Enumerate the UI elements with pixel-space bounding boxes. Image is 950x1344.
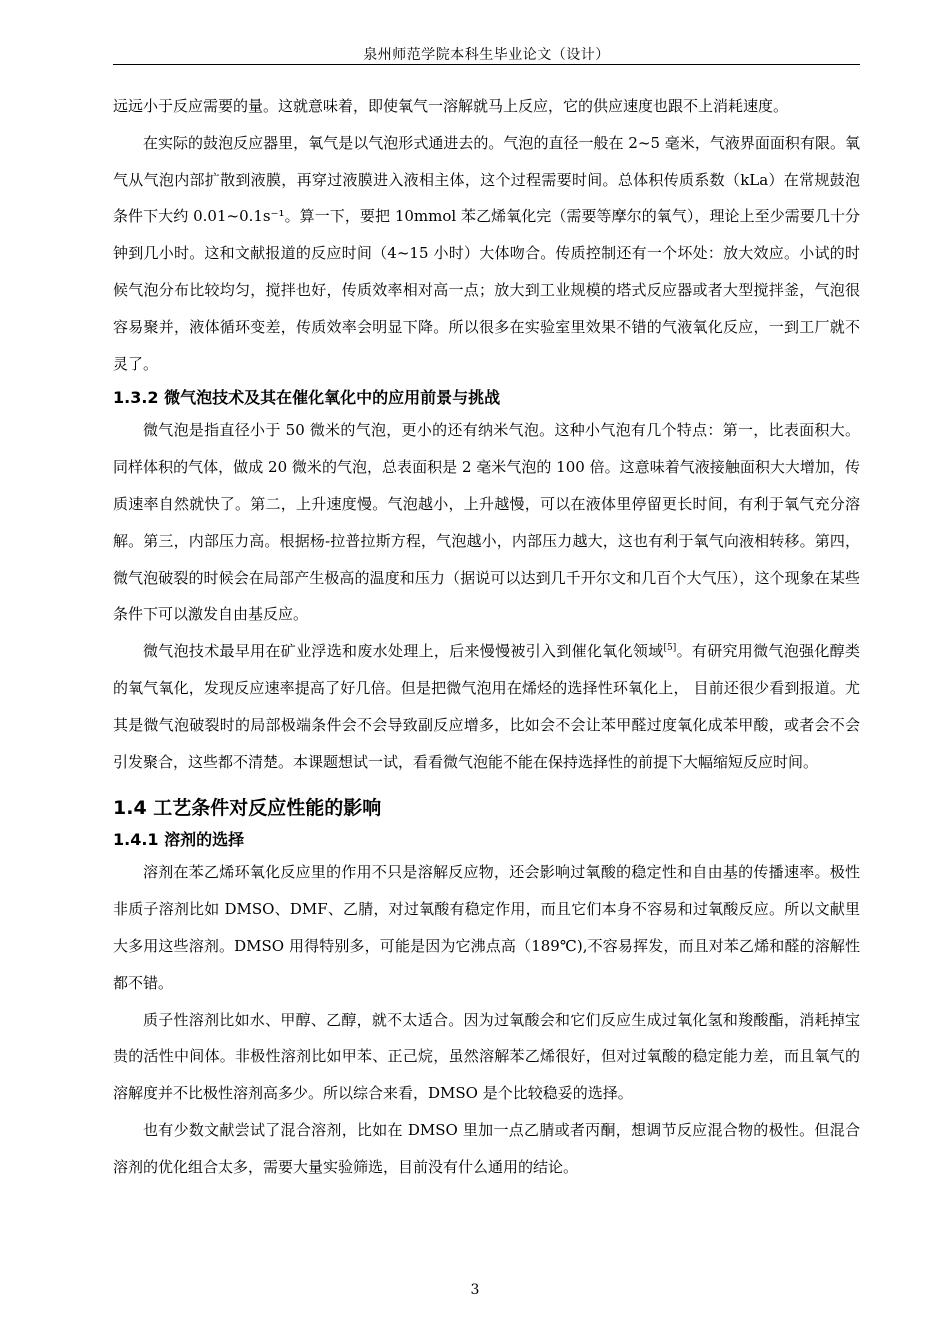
paragraph-microbubble-features: 微气泡是指直径小于 50 微米的气泡，更小的还有纳米气泡。这种小气泡有几个特点：第一，比表面积大。同样体积的气体，做成 20 微米的气泡，总表面积是 2 毫米气泡的 100 倍。这意味着气液接触面积大大增加，传质速率自然就快了。第二，上升速度慢。气泡越小，上升越慢，可以在液体里停留更长时间，有利于氧气充分溶解。第三，内部压力高。根据杨-拉普拉斯方程，气泡越小，内部压力越大，这也有利于氧气向液相转移。第四，微气泡破裂的时候会在局部产生极高的温度和压力（据说可以达到几千开尔文和几百个大气压），这个现象在某些条件下可以激发自由基反应。 — [113, 421, 860, 624]
section-heading-1-3-2: 1.3.2 微气泡技术及其在催化氧化中的应用前景与挑战 — [113, 388, 501, 408]
citation-ref[interactable]: [5] — [663, 643, 677, 654]
paragraph-continued: 远远小于反应需要的量。这就意味着，即使氧气一溶解就马上反应，它的供应速度也跟不上消耗速度。 — [113, 97, 789, 115]
header-rule — [113, 64, 860, 65]
section-heading-1-4: 1.4 工艺条件对反应性能的影响 — [113, 797, 382, 820]
paragraph-solvent-aprotic: 溶剂在苯乙烯环氧化反应里的作用不只是溶解反应物，还会影响过氧酸的稳定性和自由基的传播速率。极性非质子溶剂比如 DMSO、DMF、乙腈，对过氧酸有稳定作用，而且它们本身不容易和过氧酸反应。所以文献里大多用这些溶剂。DMSO 用得特别多，可能是因为它沸点高（189℃),不容易挥发，而且对苯乙烯和醛的溶解性都不错。 — [113, 863, 860, 992]
paragraph-text-part: 。有研究用微气泡强化醇类的氧气氧化，发现反应速率提高了好几倍。但是把微气泡用在烯烃的选择性环氧化上， 目前还很少看到报道。尤其是微气泡破裂时的局部极端条件会不会导致副反应增多，比如会不会让苯甲醛过度氧化成苯甲酸，或者会不会引发聚合，这些都不清楚。本课题想试一试，看看微气泡能不能在保持选择性的前提下大幅缩短反应时间。 — [113, 642, 860, 771]
paragraph-mass-transfer: 在实际的鼓泡反应器里，氧气是以气泡形式通进去的。气泡的直径一般在 2~5 毫米，气液界面面积有限。氧气从气泡内部扩散到液膜，再穿过液膜进入液相主体，这个过程需要时间。总体积传质系数（kLa）在常规鼓泡条件下大约 0.01~0.1s⁻¹。算一下，要把 10mmol 苯乙烯氧化完（需要等摩尔的氧气），理论上至少需要几十分钟到几小时。这和文献报道的反应时间（4~15 小时）大体吻合。传质控制还有一个坏处：放大效应。小试的时候气泡分布比较均匀，搅拌也好，传质效率相对高一点；放大到工业规模的塔式反应器或者大型搅拌釜，气泡很容易聚并，液体循环变差，传质效率会明显下降。所以很多在实验室里效果不错的气液氧化反应，一到工厂就不灵了。 — [113, 133, 860, 373]
page-number: 3 — [470, 1282, 480, 1298]
paragraph-solvent-protic: 质子性溶剂比如水、甲醇、乙醇，就不太适合。因为过氧酸会和它们反应生成过氧化氢和羧酸酯，消耗掉宝贵的活性中间体。非极性溶剂比如甲苯、正己烷，虽然溶解苯乙烯很好，但对过氧酸的稳定能力差，而且氧气的溶解度并不比极性溶剂高多少。所以综合来看，DMSO 是个比较稳妥的选择。 — [113, 1010, 860, 1103]
running-header: 泉州师范学院本科生毕业论文（设计） — [363, 47, 610, 63]
paragraph-text-part: 微气泡技术最早用在矿业浮选和废水处理上，后来慢慢被引入到催化氧化领域 — [143, 642, 664, 661]
section-heading-1-4-1: 1.4.1 溶剂的选择 — [113, 830, 245, 850]
paragraph-microbubble-application — [113, 633, 860, 780]
page-body — [113, 88, 860, 1186]
paragraph-solvent-mixed: 也有少数文献尝试了混合溶剂，比如在 DMSO 里加一点乙腈或者丙酮，想调节反应混合物的极性。但混合溶剂的优化组合太多，需要大量实验筛选，目前没有什么通用的结论。 — [113, 1120, 860, 1176]
